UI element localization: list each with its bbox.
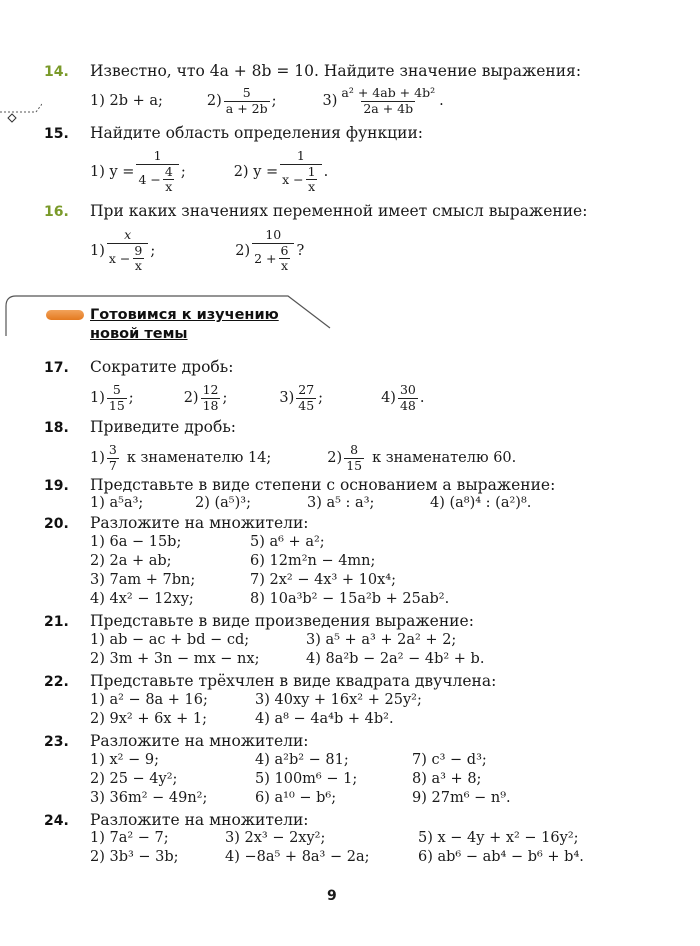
item: 4) a²b² − 81; <box>255 752 349 768</box>
problem-23-number: 23. <box>44 734 69 750</box>
problem-15-options <box>90 146 328 198</box>
item: 1) x² − 9; <box>90 752 159 768</box>
label: 4) <box>381 390 396 406</box>
label: 3) <box>279 390 295 406</box>
item: 4) −8a⁵ + 8a³ − 2a; <box>225 849 370 865</box>
problem-15-text: Найдите область определения функции: <box>90 124 423 142</box>
item: 6) 12m²n − 4mn; <box>250 553 376 569</box>
problem-16-option-1-fraction: x x − $\frac{9}{x}$ <box>107 228 148 273</box>
punct: ; <box>150 243 156 259</box>
punct: ; <box>318 390 324 406</box>
item: 3) 7am + 7bn; <box>90 572 196 588</box>
item: 3) a⁵ : a³; <box>307 495 375 511</box>
punct: . <box>323 164 329 180</box>
problem-24-text: Разложите на множители: <box>90 811 309 829</box>
fraction-3-7: $\frac{3}{7}$ <box>108 442 117 473</box>
fraction-27-45: $\frac{27}{45}$ <box>298 382 315 413</box>
problem-14-option-2-label: 2) <box>206 93 222 109</box>
item: 3) 40xy + 16x² + 25y²; <box>255 692 422 708</box>
item: 2) 3m + 3n − mx − nx; <box>90 651 260 667</box>
problem-22-text: Представьте трёхчлен в виде квадрата двучлена: <box>90 672 497 690</box>
item: 2) 2a + ab; <box>90 553 172 569</box>
punct: ; <box>128 390 134 406</box>
punct: . <box>439 93 444 109</box>
section-title-line-2: новой темы <box>90 326 188 342</box>
problem-16-text: При каких значениях переменной имеет смысл выражение: <box>90 202 588 220</box>
fraction-30-48: $\frac{30}{48}$ <box>399 382 416 413</box>
item: 6) a¹⁰ − b⁶; <box>255 790 337 806</box>
item: 2) 9x² + 6x + 1; <box>90 711 207 727</box>
problem-16-option-1-label: 1) <box>90 243 105 259</box>
item: 2) 3b³ − 3b; <box>90 849 179 865</box>
problem-20-number: 20. <box>44 516 69 532</box>
item: 1) 6a − 15b; <box>90 534 182 550</box>
problem-21-text: Представьте в виде произведения выражение: <box>90 612 474 630</box>
label: 1) <box>90 390 105 406</box>
problem-16-option-2-fraction: 10 2 + $\frac{6}{x}$ <box>252 228 294 273</box>
problem-14-option-2-fraction: $\frac{5}{a + 2b}$ <box>225 85 268 116</box>
label: 2) <box>183 390 199 406</box>
item: 3) a⁵ + a³ + 2a² + 2; <box>306 632 457 648</box>
page-number: 9 <box>327 888 337 904</box>
problem-15-number: 15. <box>44 126 69 142</box>
item: 4) 8a²b − 2a² − 4b² + b. <box>306 651 485 667</box>
problem-21-number: 21. <box>44 614 69 630</box>
problem-18-options <box>90 440 516 476</box>
problem-15-option-1-label: 1) y = <box>90 164 135 180</box>
problem-14-option-1: 1) 2b + a; <box>90 93 163 109</box>
problem-14-options <box>90 84 444 118</box>
punct: ; <box>222 390 228 406</box>
section-title-line-1: Готовимся к изучению <box>90 307 279 323</box>
problem-15-option-2-label: 2) y = <box>233 164 279 180</box>
option-2-text: к знаменателю 60. <box>372 450 517 466</box>
problem-14-number: 14. <box>44 64 69 80</box>
item: 2) (a⁵)³; <box>195 495 251 511</box>
problem-17-text: Сократите дробь: <box>90 358 234 376</box>
problem-14-option-3-fraction: $\frac{\text{a² + 4ab + 4b²}}{2a + 4b}$ <box>341 85 436 116</box>
item: 7) c³ − d³; <box>412 752 487 768</box>
item: 5) a⁶ + a²; <box>250 534 325 550</box>
problem-20-text: Разложите на множители: <box>90 514 309 532</box>
option-1-text: к знаменателю 14; <box>126 450 272 466</box>
fraction-5-15: $\frac{5}{15}$ <box>108 382 125 413</box>
item: 8) 10a³b² − 15a²b + 25ab². <box>250 591 450 607</box>
section-marker-icon <box>46 310 84 320</box>
item: 7) 2x² − 4x³ + 10x⁴; <box>250 572 396 588</box>
punct: ? <box>296 243 305 259</box>
item: 4) a⁸ − 4a⁴b + 4b². <box>255 711 394 727</box>
item: 1) a² − 8a + 16; <box>90 692 208 708</box>
margin-marker-icon <box>0 100 42 130</box>
problem-19-number: 19. <box>44 478 69 494</box>
problem-16-options <box>90 224 304 278</box>
item: 5) x − 4y + x² − 16y²; <box>418 830 579 846</box>
item: 9) 27m⁶ − n⁹. <box>412 790 511 806</box>
item: 3) 36m² − 49n²; <box>90 790 208 806</box>
label: 1) <box>90 450 105 466</box>
item: 4) (a⁸)⁴ : (a²)⁸. <box>430 495 532 511</box>
problem-14-option-3-label: 3) <box>322 93 338 109</box>
section-title <box>90 306 279 344</box>
problem-17-options <box>90 380 424 416</box>
item: 8) a³ + 8; <box>412 771 482 787</box>
item: 5) 100m⁶ − 1; <box>255 771 358 787</box>
punct: ; <box>271 93 277 109</box>
item: 1) 7a² − 7; <box>90 830 169 846</box>
item: 3) 2x³ − 2xy²; <box>225 830 326 846</box>
item: 6) ab⁶ − ab⁴ − b⁶ + b⁴. <box>418 849 584 865</box>
problem-19-text: Представьте в виде степени с основанием a выражение: <box>90 476 556 494</box>
item: 2) 25 − 4y²; <box>90 771 178 787</box>
problem-14-text: Известно, что 4a + 8b = 10. Найдите значение выражения: <box>90 62 582 80</box>
problem-22-number: 22. <box>44 674 69 690</box>
punct: . <box>419 390 425 406</box>
item: 4) 4x² − 12xy; <box>90 591 194 607</box>
problem-24-number: 24. <box>44 813 69 829</box>
fraction-12-18: $\frac{12}{18}$ <box>202 382 219 413</box>
punct: ; <box>180 164 186 180</box>
label: 2) <box>327 450 343 466</box>
problem-15-option-2-fraction: 1 x − $\frac{1}{x}$ <box>280 149 321 194</box>
problem-15-option-1-fraction: 1 4 − $\frac{4}{x}$ <box>136 149 178 194</box>
problem-18-text: Приведите дробь: <box>90 418 237 436</box>
problem-23-text: Разложите на множители: <box>90 732 309 750</box>
item: 1) ab − ac + bd − cd; <box>90 632 250 648</box>
item: 1) a⁵a³; <box>90 495 144 511</box>
problem-16-option-2-label: 2) <box>235 243 251 259</box>
problem-17-number: 17. <box>44 360 69 376</box>
problem-18-number: 18. <box>44 420 69 436</box>
problem-16-number: 16. <box>44 204 69 220</box>
fraction-8-15: $\frac{8}{15}$ <box>346 442 363 473</box>
